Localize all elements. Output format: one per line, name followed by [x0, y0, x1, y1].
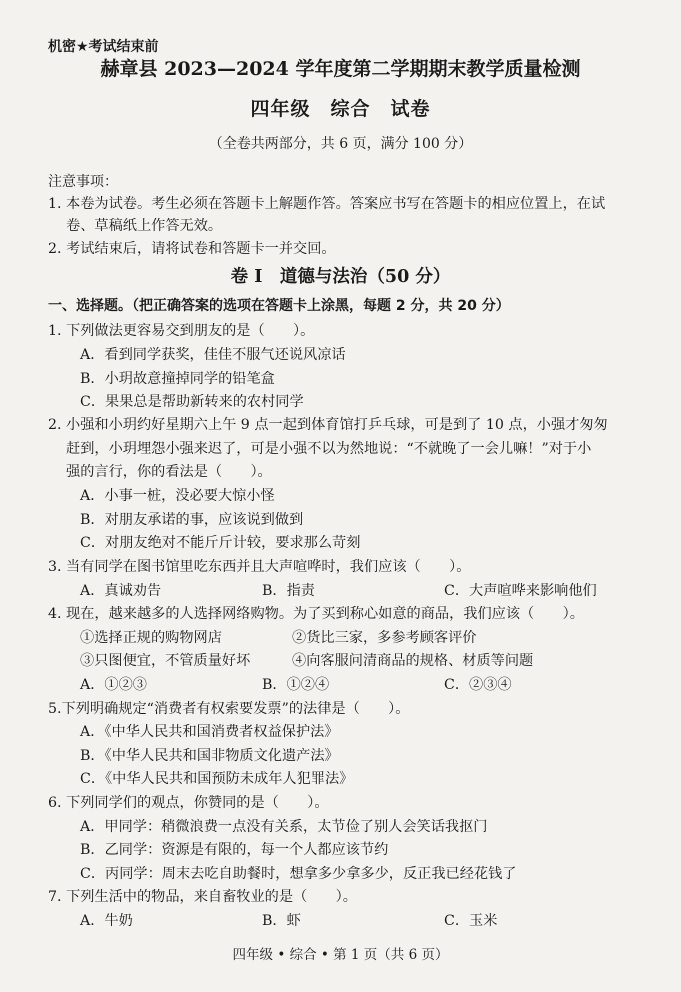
option: A．小事一桩，没必要大惊小怪: [80, 488, 275, 504]
option: B．小玥故意撞掉同学的铅笔盒: [80, 371, 275, 387]
choice: ②货比三家，多参考顾客评价: [292, 630, 477, 646]
option: C．《中华人民共和国预防未成年人犯罪法》: [80, 771, 354, 787]
section-title: 卷 I 道德与法治（50 分）: [230, 267, 451, 287]
option: A．看到同学获奖，佳佳不服气还说风凉话: [80, 347, 346, 363]
option: A．①②③: [80, 677, 147, 693]
option: B．①②④: [262, 677, 330, 693]
question-stem: 1. 下列做法更容易交到朋友的是（ ）。: [48, 323, 315, 339]
option: A．真诚劝告: [80, 583, 162, 599]
exam-subtitle: 四年级 综合 试卷: [250, 98, 431, 120]
question-stem: 赶到，小玥埋怨小强来迟了，可是小强不以为然地说：“不就晚了一会儿嘛！”对于小: [66, 441, 592, 457]
exam-title: 赫章县 2023—2024 学年度第二学期期末教学质量检测: [100, 58, 581, 80]
option: B．乙同学：资源是有限的，每一个人都应该节约: [80, 842, 389, 858]
question-stem: 2. 小强和小玥约好星期六上午 9 点一起到体育馆打乒乓球，可是到了 10 点，小强才匆匆: [48, 417, 608, 433]
option: B．对朋友承诺的事，应该说到做到: [80, 512, 304, 528]
choice: ③只图便宜，不管质量好坏: [80, 653, 251, 669]
option: C．玉米: [444, 913, 498, 929]
question-stem: 3. 当有同学在图书馆里吃东西并且大声喧哗时，我们应该（ ）。: [48, 559, 471, 575]
question-stem: 5.下列明确规定“消费者有权索要发票”的法律是（ ）。: [48, 701, 410, 717]
option: C．对朋友绝对不能斤斤计较，要求那么苛刻: [80, 535, 361, 551]
choice: ①选择正规的购物网店: [80, 630, 222, 646]
confidential-label: 机密★考试结束前: [48, 39, 159, 55]
option: C．大声喧哗来影响他们: [444, 583, 597, 599]
note-item: 卷、草稿纸上作答无效。: [66, 218, 223, 234]
option: B．指责: [262, 583, 315, 599]
option: C．果果总是帮助新转来的农村同学: [80, 394, 304, 410]
question-stem: 强的言行，你的看法是（ ）。: [66, 464, 272, 480]
notes-heading: 注意事项：: [48, 174, 118, 190]
option: A．甲同学：稍微浪费一点没有关系，太节俭了别人会笑话我抠门: [80, 819, 488, 835]
option: B．《中华人民共和国非物质文化遗产法》: [80, 748, 339, 764]
part-heading: 一、选择题。（把正确答案的选项在答题卡上涂黑，每题 2 分，共 20 分）: [48, 298, 510, 314]
option: B．虾: [262, 913, 301, 929]
question-stem: 6. 下列同学们的观点，你赞同的是（ ）。: [48, 795, 329, 811]
option: C．②③④: [444, 677, 512, 693]
option: C．丙同学：周末去吃自助餐时，想拿多少拿多少，反正我已经花钱了: [80, 866, 517, 882]
choice: ④向客服问清商品的规格、材质等问题: [292, 653, 534, 669]
exam-scope: （全卷共两部分，共 6 页，满分 100 分）: [208, 136, 473, 152]
note-item: 2. 考试结束后，请将试卷和答题卡一并交回。: [48, 241, 336, 257]
question-stem: 7. 下列生活中的物品，来自畜牧业的是（ ）。: [48, 889, 357, 905]
question-stem: 4. 现在，越来越多的人选择网络购物。为了买到称心如意的商品，我们应该（ ）。: [48, 606, 584, 622]
option: A．牛奶: [80, 913, 133, 929]
option: A．《中华人民共和国消费者权益保护法》: [80, 724, 339, 740]
page-footer: 四年级 • 综合 • 第 1 页（共 6 页）: [232, 947, 449, 963]
note-item: 1. 本卷为试卷。考生必须在答题卡上解题作答。答案应书写在答题卡的相应位置上，在试: [48, 196, 606, 212]
